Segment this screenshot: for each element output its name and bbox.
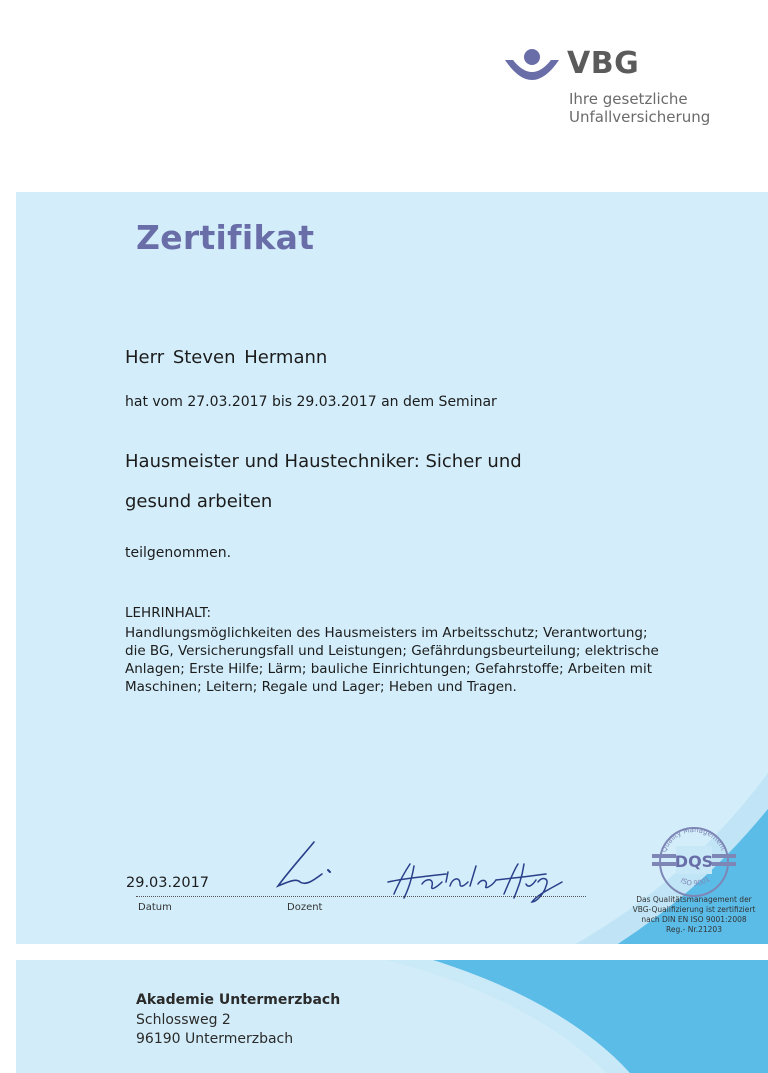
initials-signature xyxy=(270,838,340,894)
seminar-title-line1: Hausmeister und Haustechniker: Sicher und xyxy=(125,451,522,472)
signature-line xyxy=(136,896,586,897)
certification-note-line3: nach DIN EN ISO 9001:2008 xyxy=(641,915,747,924)
footer-city: 96190 Untermerzbach xyxy=(136,1031,294,1047)
content-heading: LEHRINHALT: xyxy=(125,605,212,621)
vbg-logo-mark-icon xyxy=(503,48,561,88)
content-line: die BG, Versicherungsfall und Leistungen; Gefährdungsbeurteilung; elektrische xyxy=(125,643,659,659)
footer-street: Schlossweg 2 xyxy=(136,1012,231,1028)
certification-note-line4: Reg.- Nr.21203 xyxy=(666,925,722,934)
svg-text:ISO 9001: ISO 9001 xyxy=(679,875,712,888)
issue-date: 29.03.2017 xyxy=(126,875,210,891)
content-line: Handlungsmöglichkeiten des Hausmeisters im Arbeitsschutz; Verantwortung; xyxy=(125,625,648,641)
seminar-dates: hat vom 27.03.2017 bis 29.03.2017 an dem Seminar xyxy=(125,394,497,410)
content-line: Maschinen; Leitern; Regale und Lager; Heben und Tragen. xyxy=(125,679,517,695)
participated-text: teilgenommen. xyxy=(125,545,232,561)
certification-note-line2: VBG-Qualifizierung ist zertifiziert xyxy=(632,905,756,914)
svg-text:Quality Management: Quality Management xyxy=(659,825,728,854)
seminar-title-line2: gesund arbeiten xyxy=(125,491,273,512)
svg-text:DQS: DQS xyxy=(674,852,714,871)
dqs-certification-seal-icon xyxy=(648,822,740,900)
content-line: Anlagen; Erste Hilfe; Lärm; bauliche Einrichtungen; Gefahrstoffe; Arbeiten mit xyxy=(125,661,652,677)
logo-tagline-line1: Ihre gesetzliche xyxy=(569,90,688,108)
logo-name: VBG xyxy=(567,46,640,81)
logo-tagline-line2: Unfallversicherung xyxy=(569,108,711,126)
date-label: Datum xyxy=(138,902,172,913)
lecturer-label: Dozent xyxy=(287,902,323,913)
recipient-name: Herr Steven Hermann xyxy=(125,347,328,368)
vbg-logo xyxy=(503,46,733,136)
certificate-title: Zertifikat xyxy=(136,218,315,257)
lecturer-signature xyxy=(386,858,566,906)
footer-organization: Akademie Untermerzbach xyxy=(136,992,341,1008)
certification-note-line1: Das Qualitätsmanagement der xyxy=(636,895,752,904)
footer-panel xyxy=(16,960,768,1073)
